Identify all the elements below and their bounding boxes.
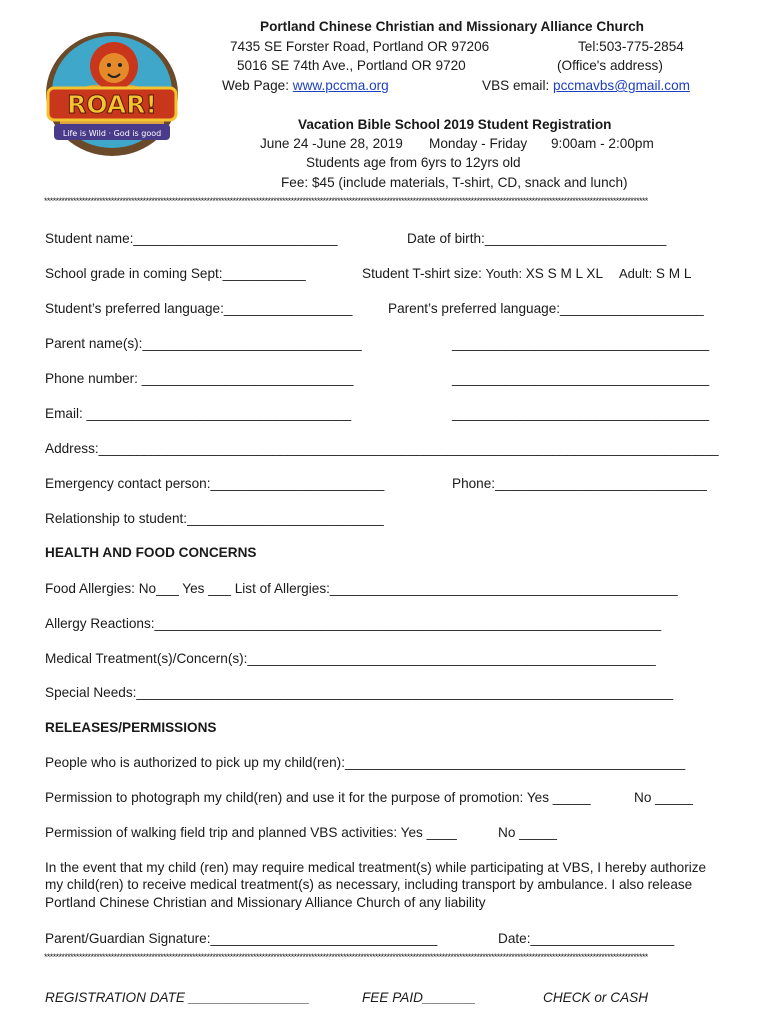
payment-or: or xyxy=(594,990,607,1005)
web-page xyxy=(222,78,389,93)
parent-language-field[interactable]: Parent’s preferred language:___________________ xyxy=(388,301,704,316)
signature-date-field[interactable]: Date:___________________ xyxy=(498,931,675,946)
form-title: Vacation Bible School 2019 Student Registration xyxy=(298,117,612,132)
address-field[interactable]: Address:__________________________________________________________________________________ xyxy=(45,441,719,456)
health-heading: HEALTH AND FOOD CONCERNS xyxy=(45,545,257,560)
separator-top: **************************************************************************************************************************************************************************************************************** xyxy=(44,196,648,206)
pickup-authorized-field[interactable]: People who is authorized to pick up my child(ren):_____________________________________________ xyxy=(45,755,686,770)
photo-permission-field[interactable]: Permission to photograph my child(ren) and use it for the purpose of promotion: Yes _____ xyxy=(45,790,591,805)
medical-release-line-3: Portland Chinese Christian and Missionary Alliance Church of any liability xyxy=(45,895,486,910)
tshirt-size-label: Student T-shirt size: xyxy=(362,266,486,281)
guardian-signature-field[interactable]: Parent/Guardian Signature:______________________________ xyxy=(45,931,438,946)
vbs-email xyxy=(482,78,690,93)
parent-names-field-2[interactable]: __________________________________ xyxy=(452,336,710,351)
payment-method xyxy=(543,990,648,1005)
field-trip-permission-no[interactable]: No _____ xyxy=(498,825,557,840)
vbs-days: Monday - Friday xyxy=(429,136,528,151)
church-name: Portland Chinese Christian and Missionary Alliance Church xyxy=(260,19,644,34)
email-field-2[interactable]: __________________________________ xyxy=(452,406,710,421)
tshirt-size-field[interactable] xyxy=(362,266,691,281)
vbs-hours: 9:00am - 2:00pm xyxy=(551,136,654,151)
phone-number-field[interactable]: Phone number: ____________________________ xyxy=(45,371,354,386)
office-address-note: (Office's address) xyxy=(557,58,663,73)
email-field[interactable]: Email: ___________________________________ xyxy=(45,406,352,421)
fee-info: Fee: $45 (include materials, T-shirt, CD, snack and lunch) xyxy=(281,175,628,190)
web-page-label: Web Page: xyxy=(222,78,293,93)
youth-sizes[interactable]: XS S M L XL xyxy=(525,266,604,281)
special-needs-field[interactable]: Special Needs:_______________________________________________________________________ xyxy=(45,685,674,700)
lion-icon xyxy=(90,42,138,90)
adult-label: Adult: xyxy=(619,266,656,281)
fee-paid-field[interactable]: FEE PAID_______ xyxy=(362,990,476,1005)
medical-release-line-2: my child(ren) to receive medical treatment(s) as necessary, including transport by ambulance. I also release xyxy=(45,877,693,892)
student-language-field[interactable]: Student’s preferred language:_________________ xyxy=(45,301,353,316)
emergency-contact-field[interactable]: Emergency contact person:_______________________ xyxy=(45,476,385,491)
vbs-roar-logo xyxy=(42,28,182,160)
address-line-2: 5016 SE 74th Ave., Portland OR 9720 xyxy=(237,58,466,73)
school-grade-field[interactable]: School grade in coming Sept:___________ xyxy=(45,266,306,281)
address-line-1: 7435 SE Forster Road, Portland OR 97206 xyxy=(230,39,490,54)
logo-tagline: Life is Wild · God is good xyxy=(62,129,162,138)
emergency-phone-field[interactable]: Phone:____________________________ xyxy=(452,476,707,491)
youth-label: Youth: xyxy=(485,266,526,281)
vbs-email-label: VBS email: xyxy=(482,78,554,93)
payment-cash-option[interactable]: CASH xyxy=(610,990,649,1005)
parent-names-field[interactable]: Parent name(s):_____________________________ xyxy=(45,336,362,351)
payment-check-option[interactable]: CHECK xyxy=(543,990,591,1005)
age-range: Students age from 6yrs to 12yrs old xyxy=(306,155,521,170)
logo-title-banner xyxy=(48,88,176,120)
student-name-field[interactable]: Student name:___________________________ xyxy=(45,231,338,246)
vbs-email-link[interactable]: pccmavbs@gmail.com xyxy=(553,78,690,93)
date-of-birth-field[interactable]: Date of birth:________________________ xyxy=(407,231,667,246)
registration-date-field[interactable]: REGISTRATION DATE ________________ xyxy=(45,990,310,1005)
relationship-field[interactable]: Relationship to student:__________________________ xyxy=(45,511,384,526)
telephone: Tel:503-775-2854 xyxy=(578,39,684,54)
separator-bottom: **************************************************************************************************************************************************************************************************************** xyxy=(44,952,648,962)
allergy-reactions-field[interactable]: Allergy Reactions:___________________________________________________________________ xyxy=(45,616,662,631)
medical-release-line-1: In the event that my child (ren) may require medical treatment(s) while participating at VBS, I hereby authorize xyxy=(45,860,707,875)
web-page-link[interactable]: www.pccma.org xyxy=(292,78,389,93)
field-trip-permission-field[interactable]: Permission of walking field trip and planned VBS activities: Yes ____ xyxy=(45,825,457,840)
food-allergies-field[interactable]: Food Allergies: No___ Yes ___ List of Allergies:______________________________________________ xyxy=(45,581,678,596)
logo-title: ROAR! xyxy=(67,90,157,119)
vbs-dates: June 24 -June 28, 2019 xyxy=(260,136,403,151)
releases-heading: RELEASES/PERMISSIONS xyxy=(45,720,217,735)
photo-permission-no[interactable]: No _____ xyxy=(634,790,693,805)
phone-number-field-2[interactable]: __________________________________ xyxy=(452,371,710,386)
adult-sizes[interactable]: S M L xyxy=(655,266,692,281)
medical-treatment-field[interactable]: Medical Treatment(s)/Concern(s):______________________________________________________ xyxy=(45,651,656,666)
